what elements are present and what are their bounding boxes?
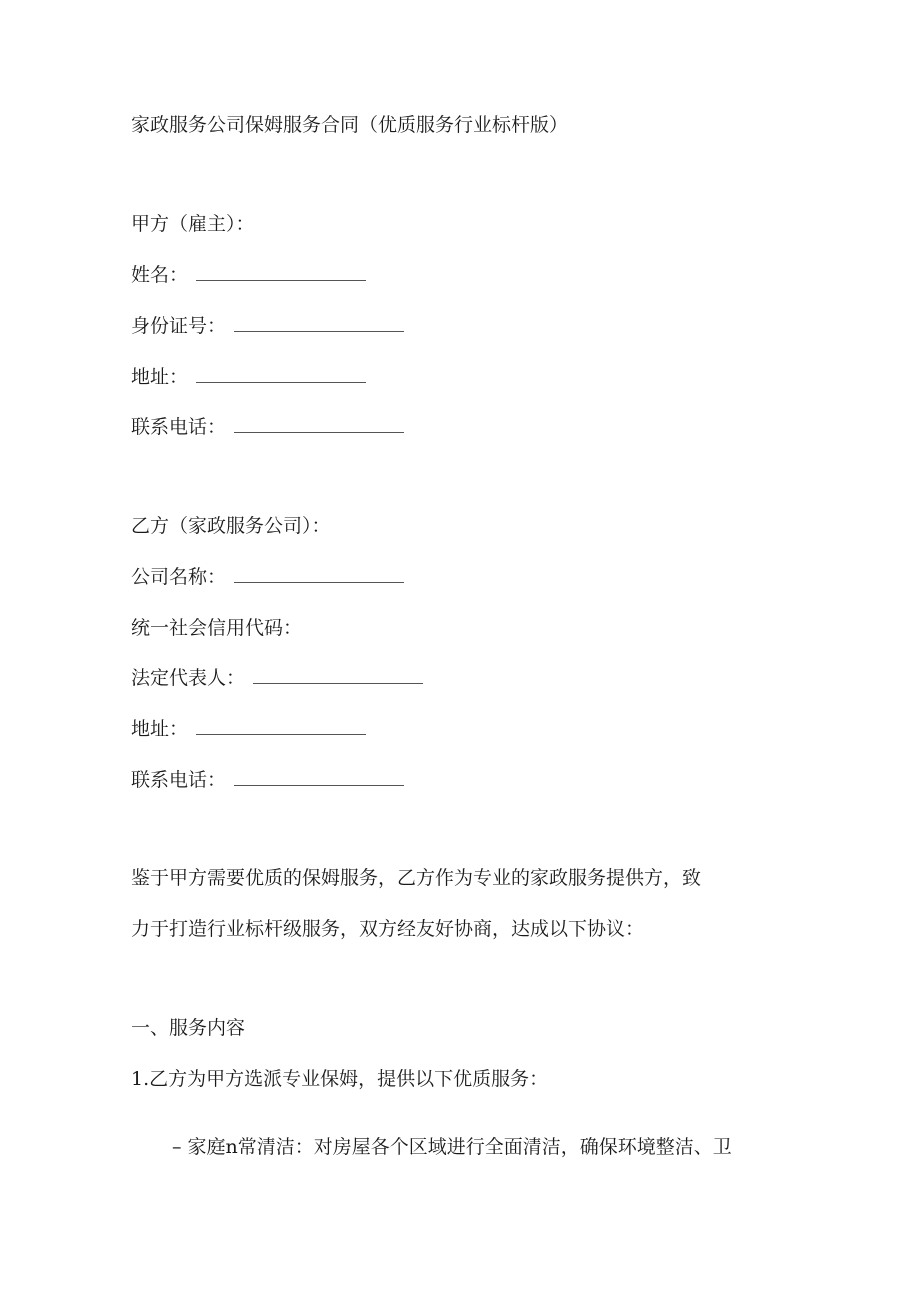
party-b-phone-blank [234,767,404,786]
party-b-company-label: 公司名称： [131,566,227,588]
party-b-address-field [131,716,366,742]
preamble-line-2: 力于打造行业标杆级服务，双方经友好协商，达成以下协议： [131,918,645,940]
party-a-address-blank [196,364,366,383]
section-1-bullet-1: – 家庭n常清洁：对房屋各个区域进行全面清洁，确保环境整洁、卫 [172,1136,732,1158]
party-b-credit-code-label: 统一社会信用代码： [131,617,303,639]
party-a-address-field [131,364,366,390]
party-b-legal-rep-blank [253,665,423,684]
party-b-heading: 乙方（家政服务公司）： [131,515,331,537]
party-a-name-label: 姓名： [131,264,189,286]
party-b-legal-rep-label: 法定代表人： [131,667,246,689]
party-a-name-blank [196,262,366,281]
party-a-phone-blank [234,414,404,433]
party-a-id-label: 身份证号： [131,315,227,337]
party-b-address-label: 地址： [131,718,189,740]
section-1-item-1: 1.乙方为甲方选派专业保姆，提供以下优质服务： [131,1068,549,1090]
party-b-company-blank [234,564,404,583]
party-a-phone-field [131,414,404,440]
party-a-phone-label: 联系电话： [131,416,227,438]
party-b-phone-field [131,767,404,793]
party-a-id-field [131,313,404,339]
party-a-id-blank [234,313,404,332]
party-b-legal-rep-field [131,665,423,691]
party-b-credit-code-field [131,615,302,641]
party-b-phone-label: 联系电话： [131,769,227,791]
party-b-company-field [131,564,404,590]
document-title: 家政服务公司保姆服务合同（优质服务行业标杆版） [131,114,569,136]
preamble-line-1: 鉴于甲方需要优质的保姆服务，乙方作为专业的家政服务提供方，致 [131,867,702,889]
party-a-heading: 甲方（雇主）： [131,213,255,235]
party-b-address-blank [196,716,366,735]
party-a-address-label: 地址： [131,366,189,388]
party-a-name-field [131,262,366,288]
section-1-heading: 一、服务内容 [131,1017,246,1039]
